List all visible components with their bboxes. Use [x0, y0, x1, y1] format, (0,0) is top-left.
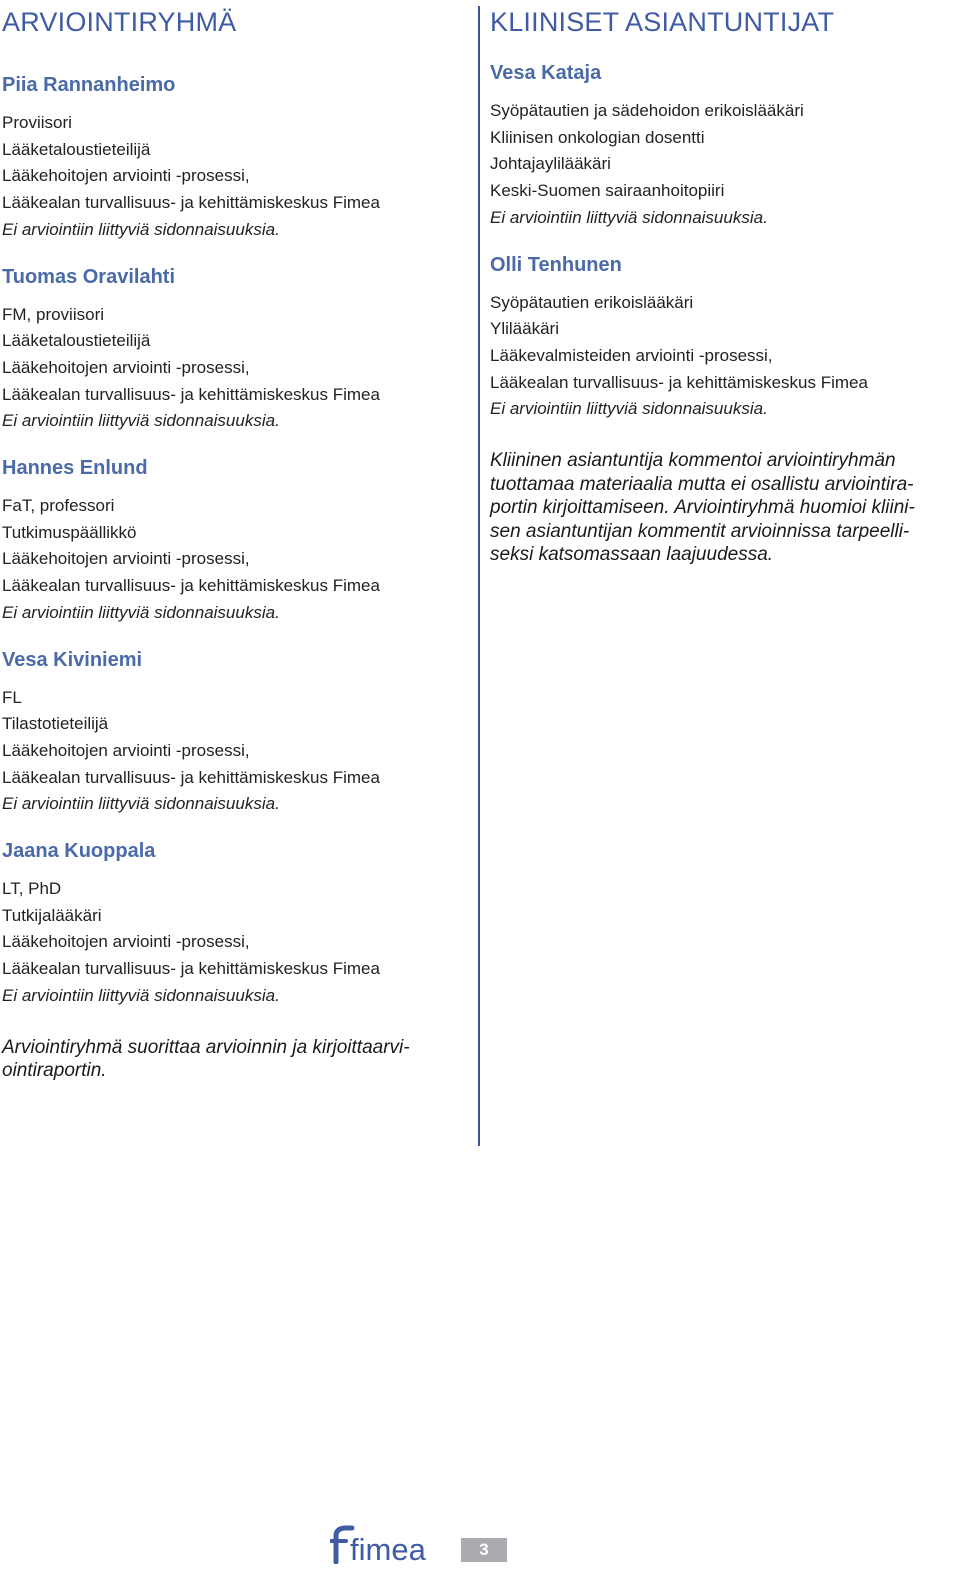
person-name: Vesa Kataja [490, 62, 602, 84]
note-line: tuottamaa materiaalia mutta ei osallistu arviointira- [490, 473, 914, 495]
column-divider [478, 6, 480, 1146]
person-details [2, 493, 464, 627]
person-card [2, 455, 464, 627]
disclosure-text: Ei arviointiin liittyviä sidonnaisuuksia. [2, 794, 280, 814]
person-name: Hannes Enlund [2, 457, 148, 480]
evaluation-group-column [2, 0, 464, 1083]
disclosure-text: Ei arviointiin liittyviä sidonnaisuuksia. [490, 207, 768, 227]
detail-line: Lääkevalmisteiden arviointi -prosessi, [490, 345, 773, 365]
detail-line: Lääketaloustieteilijä [2, 139, 151, 159]
detail-line: Lääkealan turvallisuus- ja kehittämiskeskus Fimea [2, 959, 380, 979]
detail-line: Ylilääkäri [490, 319, 559, 339]
detail-line: Tutkimuspäällikkö [2, 522, 137, 542]
detail-line: Lääkealan turvallisuus- ja kehittämiskeskus Fimea [2, 767, 380, 787]
note-line: ointiraportin. [2, 1060, 107, 1082]
person-card [2, 838, 464, 1010]
detail-line: Lääkehoitojen arviointi -prosessi, [2, 549, 250, 569]
clinical-expert-note [490, 449, 952, 567]
section-heading-evaluation-group: ARVIOINTIRYHMÄ [2, 7, 237, 37]
logo-wordmark: fimea [350, 1532, 426, 1564]
detail-line: Tutkijalääkäri [2, 905, 102, 925]
note-line: Kliininen asiantuntija kommentoi arviointiryhmän [490, 450, 896, 472]
note-line: sen asiantuntijan kommentit arvioinnissa tarpeelli- [490, 520, 910, 542]
detail-line: FaT, professori [2, 496, 115, 516]
detail-line: Syöpätautien erikoislääkäri [490, 292, 694, 312]
detail-line: Lääkehoitojen arviointi -prosessi, [2, 166, 250, 186]
person-card [490, 252, 952, 424]
disclosure-text: Ei arviointiin liittyviä sidonnaisuuksia. [2, 985, 280, 1005]
detail-line: Lääkealan turvallisuus- ja kehittämiskeskus Fimea [490, 372, 868, 392]
detail-line: FL [2, 687, 22, 707]
person-name: Jaana Kuoppala [2, 840, 156, 863]
disclosure-text: Ei arviointiin liittyviä sidonnaisuuksia. [2, 219, 280, 239]
person-card [2, 647, 464, 819]
clinical-experts-column [490, 0, 952, 567]
detail-line: Lääkehoitojen arviointi -prosessi, [2, 740, 250, 760]
detail-line: Lääkehoitojen arviointi -prosessi, [2, 932, 250, 952]
person-details [2, 685, 464, 819]
person-details [490, 290, 952, 424]
detail-line: Proviisori [2, 113, 72, 132]
person-details [2, 110, 464, 244]
person-details [490, 98, 952, 232]
fimea-logo [330, 1524, 442, 1564]
detail-line: Lääkealan turvallisuus- ja kehittämiskeskus Fimea [2, 193, 380, 213]
person-name: Olli Tenhunen [490, 253, 622, 276]
person-name: Tuomas Oravilahti [2, 265, 176, 288]
detail-line: Lääkealan turvallisuus- ja kehittämiskeskus Fimea [2, 384, 380, 404]
detail-line: Lääkehoitojen arviointi -prosessi, [2, 357, 250, 377]
detail-line: Kliinisen onkologian dosentti [490, 127, 705, 147]
disclosure-text: Ei arviointiin liittyviä sidonnaisuuksia. [2, 411, 280, 431]
note-line: seksi katsomassaan laajuudessa. [490, 544, 774, 566]
person-card [2, 72, 464, 244]
disclosure-text: Ei arviointiin liittyviä sidonnaisuuksia. [2, 602, 280, 622]
detail-line: Lääkealan turvallisuus- ja kehittämiskeskus Fimea [2, 576, 380, 596]
person-details [2, 876, 464, 1010]
detail-line: Lääketaloustieteilijä [2, 331, 151, 351]
detail-line: FM, proviisori [2, 304, 105, 324]
detail-line: Syöpätautien ja sädehoidon erikoislääkäri [490, 101, 804, 120]
section-heading-clinical-experts: KLIINISET ASIANTUNTIJAT [490, 7, 835, 37]
person-card [490, 60, 952, 232]
note-line: Arviointiryhmä suorittaa arvioinnin ja kirjoittaarvi- [2, 1036, 410, 1058]
detail-line: Keski-Suomen sairaanhoitopiiri [490, 181, 725, 201]
disclosure-text: Ei arviointiin liittyviä sidonnaisuuksia. [490, 399, 768, 419]
note-line: portin kirjoittamiseen. Arviointiryhmä huomioi kliini- [490, 497, 915, 519]
detail-line: Johtajaylilääkäri [490, 154, 611, 174]
page-number: 3 [461, 1538, 507, 1562]
detail-line: LT, PhD [2, 879, 62, 899]
person-name: Piia Rannanheimo [2, 74, 176, 96]
person-details [2, 302, 464, 436]
evaluation-group-note [2, 1036, 464, 1083]
person-name: Vesa Kiviniemi [2, 648, 143, 671]
detail-line: Tilastotieteilijä [2, 714, 109, 734]
person-card [2, 264, 464, 436]
